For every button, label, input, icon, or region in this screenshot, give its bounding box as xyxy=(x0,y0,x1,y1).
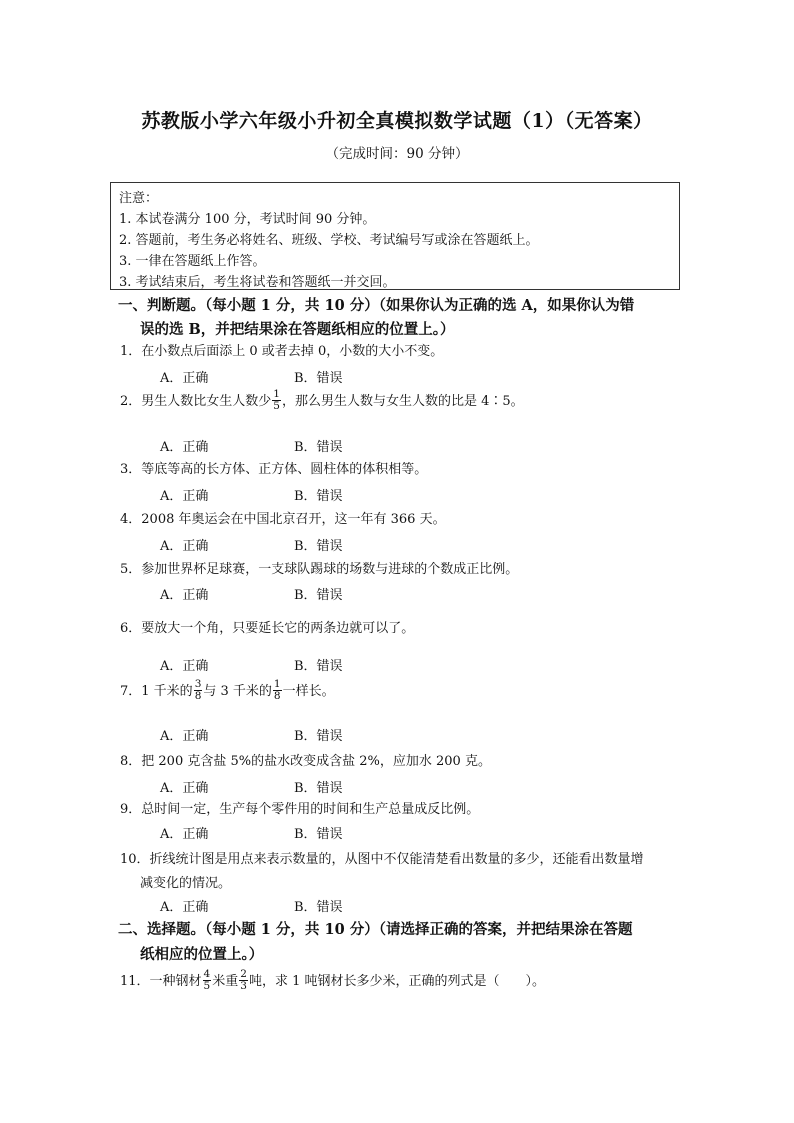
question-9: 9．总时间一定，生产每个零件用的时间和生产总量成反比例。 xyxy=(120,802,480,817)
notice-heading: 注意： xyxy=(119,191,159,206)
question-8: 8．把 200 克含盐 5%的盐水改变成含盐 2%，应加水 200 克。 xyxy=(120,754,491,769)
fraction: $\frac{4}{5}$ xyxy=(203,968,211,992)
page-title: 苏教版小学六年级小升初全真模拟数学试题（1）（无答案） xyxy=(141,110,653,132)
option-a[interactable]: A．正确 xyxy=(160,440,209,455)
option-b[interactable]: B．错误 xyxy=(294,659,343,674)
fraction: $\frac{1}{5}$ xyxy=(273,388,280,412)
question-11-text: 吨，求 1 吨钢材长多少米，正确的列式是（ ）。 xyxy=(248,974,545,989)
section-1-heading-cont: 误的选 B，并把结果涂在答题纸相应的位置上。） xyxy=(140,321,455,338)
question-2-text: 2．男生人数比女生人数少 xyxy=(120,394,272,409)
question-3: 3．等底等高的长方体、正方体、圆柱体的体积相等。 xyxy=(120,462,428,477)
question-7 xyxy=(120,680,335,703)
section-2-heading: 二、选择题。（每小题 1 分，共 10 分）（请选择正确的答案，并把结果涂在答题 xyxy=(118,921,633,938)
option-b[interactable]: B．错误 xyxy=(294,729,343,744)
option-b[interactable]: B．错误 xyxy=(294,781,343,796)
question-11-text: 11．一种钢材 xyxy=(120,974,202,989)
notice-item: 2. 答题前，考生务必将姓名、班级、学校、考试编号写或涂在答题纸上。 xyxy=(119,233,539,248)
option-a[interactable]: A．正确 xyxy=(160,781,209,796)
section-1-heading: 一、判断题。（每小题 1 分，共 10 分）（如果你认为正确的选 A，如果你认为错 xyxy=(118,297,635,314)
question-11 xyxy=(120,970,545,993)
question-6: 6．要放大一个角，只要延长它的两条边就可以了。 xyxy=(120,621,415,636)
option-b[interactable]: B．错误 xyxy=(294,371,343,386)
option-b[interactable]: B．错误 xyxy=(294,489,343,504)
notice-item: 1. 本试卷满分 100 分，考试时间 90 分钟。 xyxy=(119,212,376,227)
option-a[interactable]: A．正确 xyxy=(160,588,209,603)
option-b[interactable]: B．错误 xyxy=(294,539,343,554)
fraction: $\frac{2}{3}$ xyxy=(240,968,247,992)
section-2-heading-cont: 纸相应的位置上。） xyxy=(140,946,264,963)
question-4: 4．2008 年奥运会在中国北京召开，这一年有 366 天。 xyxy=(120,512,446,527)
notice-item: 3. 一律在答题纸上作答。 xyxy=(119,254,266,269)
question-10-cont: 减变化的情况。 xyxy=(140,876,232,891)
time-limit: （完成时间：90 分钟） xyxy=(325,146,469,162)
fraction: $\frac{3}{8}$ xyxy=(194,678,202,702)
option-a[interactable]: A．正确 xyxy=(160,900,209,915)
option-b[interactable]: B．错误 xyxy=(294,827,343,842)
option-a[interactable]: A．正确 xyxy=(160,729,209,744)
option-a[interactable]: A．正确 xyxy=(160,539,209,554)
question-1: 1．在小数点后面添上 0 或者去掉 0，小数的大小不变。 xyxy=(120,344,444,359)
option-a[interactable]: A．正确 xyxy=(160,371,209,386)
question-7-text: 7．1 千米的 xyxy=(120,684,193,699)
notice-box xyxy=(110,182,680,290)
question-7-text: 与 3 千米的 xyxy=(203,684,272,699)
question-2 xyxy=(120,390,524,413)
question-11-text: 米重 xyxy=(212,974,239,989)
fraction: $\frac{1}{8}$ xyxy=(273,678,281,702)
option-a[interactable]: A．正确 xyxy=(160,827,209,842)
question-10: 10．折线统计图是用点来表示数量的，从图中不仅能清楚看出数量的多少，还能看出数量增 xyxy=(120,852,644,867)
option-b[interactable]: B．错误 xyxy=(294,588,343,603)
question-2-text: ，那么男生人数与女生人数的比是 4∶5。 xyxy=(281,394,524,409)
option-a[interactable]: A．正确 xyxy=(160,489,209,504)
question-7-text: 一样长。 xyxy=(282,684,335,699)
option-a[interactable]: A．正确 xyxy=(160,659,209,674)
question-5: 5．参加世界杯足球赛，一支球队踢球的场数与进球的个数成正比例。 xyxy=(120,562,519,577)
notice-item: 3. 考试结束后，考生将试卷和答题纸一并交回。 xyxy=(119,275,396,290)
option-b[interactable]: B．错误 xyxy=(294,440,343,455)
option-b[interactable]: B．错误 xyxy=(294,900,343,915)
